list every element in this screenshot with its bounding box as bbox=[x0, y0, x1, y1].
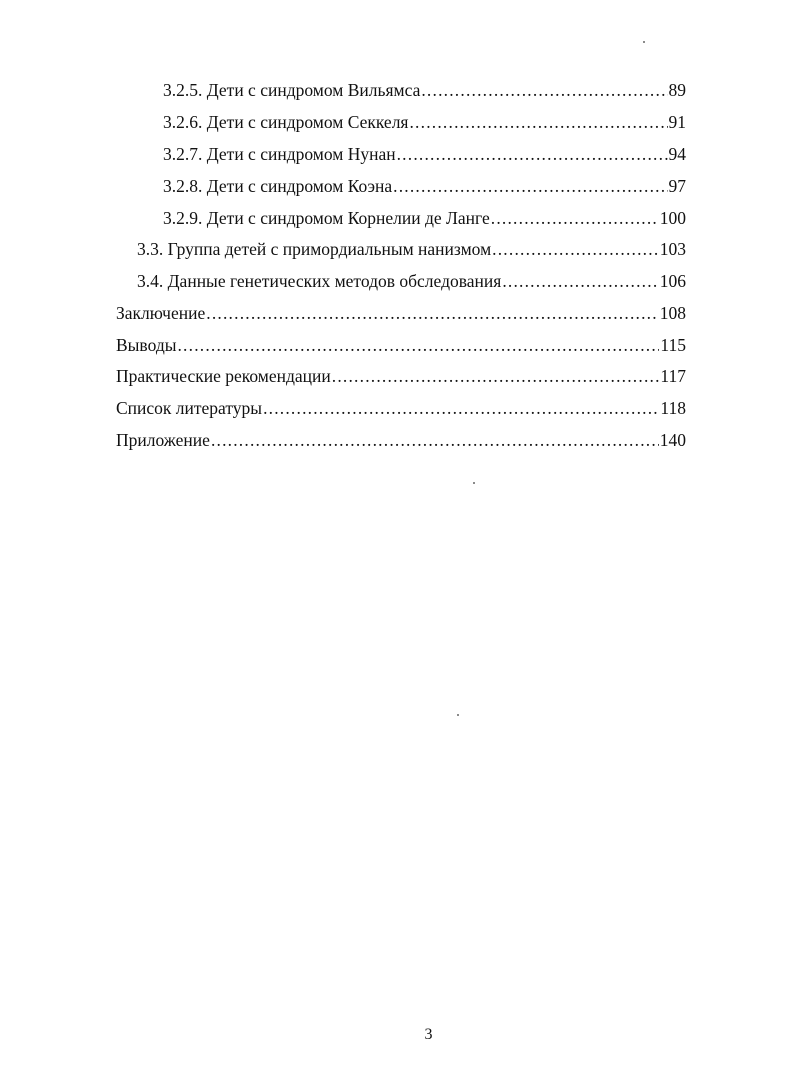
toc-entry-page: 108 bbox=[659, 303, 686, 323]
toc-entry-3-2-8 bbox=[163, 167, 686, 197]
scan-speck bbox=[643, 41, 645, 43]
toc-entry-title: 3.2.8. Дети с синдромом Коэна bbox=[163, 176, 393, 196]
toc-entry-findings bbox=[116, 326, 686, 356]
toc-dot-leader bbox=[263, 397, 659, 419]
toc-entry-title: 3.2.6. Дети с синдромом Секкеля bbox=[163, 112, 409, 132]
toc-entry-page: 115 bbox=[660, 335, 686, 355]
toc-entry-3-2-7 bbox=[163, 135, 686, 165]
toc-entry-title: 3.2.9. Дети с синдромом Корнелии де Ланге bbox=[163, 208, 490, 228]
toc-entry-page: 89 bbox=[668, 80, 686, 100]
toc-entry-page: 94 bbox=[668, 144, 686, 164]
toc-entry-page: 118 bbox=[660, 398, 686, 418]
toc-dot-leader bbox=[397, 143, 668, 165]
toc-entry-appendix bbox=[116, 421, 686, 451]
toc-dot-leader bbox=[206, 302, 659, 324]
toc-entry-references bbox=[116, 389, 686, 419]
scan-speck bbox=[473, 482, 475, 484]
toc-entry-title: 3.2.5. Дети с синдромом Вильямса bbox=[163, 80, 421, 100]
scan-speck bbox=[457, 714, 459, 716]
toc-entry-3-3 bbox=[137, 230, 686, 260]
toc-entry-title: Приложение bbox=[116, 430, 210, 450]
toc-dot-leader bbox=[177, 334, 659, 356]
toc-entry-page: 97 bbox=[668, 176, 686, 196]
toc-entry-page: 106 bbox=[659, 271, 686, 291]
toc-dot-leader bbox=[393, 175, 667, 197]
toc-entry-page: 140 bbox=[659, 430, 686, 450]
toc-entry-title: Заключение bbox=[116, 303, 206, 323]
page-number: 3 bbox=[424, 1026, 433, 1043]
toc-entry-page: 117 bbox=[660, 366, 686, 386]
toc-entry-title: Список литературы bbox=[116, 398, 263, 418]
toc-dot-leader bbox=[421, 79, 667, 101]
toc-entry-3-2-5 bbox=[163, 71, 686, 101]
toc-entry-page: 103 bbox=[659, 239, 686, 259]
toc-entry-title: 3.4. Данные генетических методов обследования bbox=[137, 271, 502, 291]
toc-entry-title: 3.2.7. Дети с синдромом Нунан bbox=[163, 144, 396, 164]
toc-entry-conclusion bbox=[116, 294, 686, 324]
toc-entry-page: 100 bbox=[659, 208, 686, 228]
toc-dot-leader bbox=[491, 207, 659, 229]
toc-entry-3-2-6 bbox=[163, 103, 686, 133]
toc-entry-title: 3.3. Группа детей с примордиальным нанизмом bbox=[137, 239, 492, 259]
toc-entry-3-2-9 bbox=[163, 199, 686, 229]
toc-dot-leader bbox=[211, 429, 659, 451]
toc-dot-leader bbox=[332, 365, 660, 387]
toc-dot-leader bbox=[409, 111, 667, 133]
toc-entry-recommendations bbox=[116, 357, 686, 387]
toc-entry-3-4 bbox=[137, 262, 686, 292]
toc-entry-title: Практические рекомендации bbox=[116, 366, 331, 386]
toc-dot-leader bbox=[492, 238, 659, 260]
toc-entry-title: Выводы bbox=[116, 335, 177, 355]
toc-entry-page: 91 bbox=[668, 112, 686, 132]
toc-dot-leader bbox=[502, 270, 658, 292]
